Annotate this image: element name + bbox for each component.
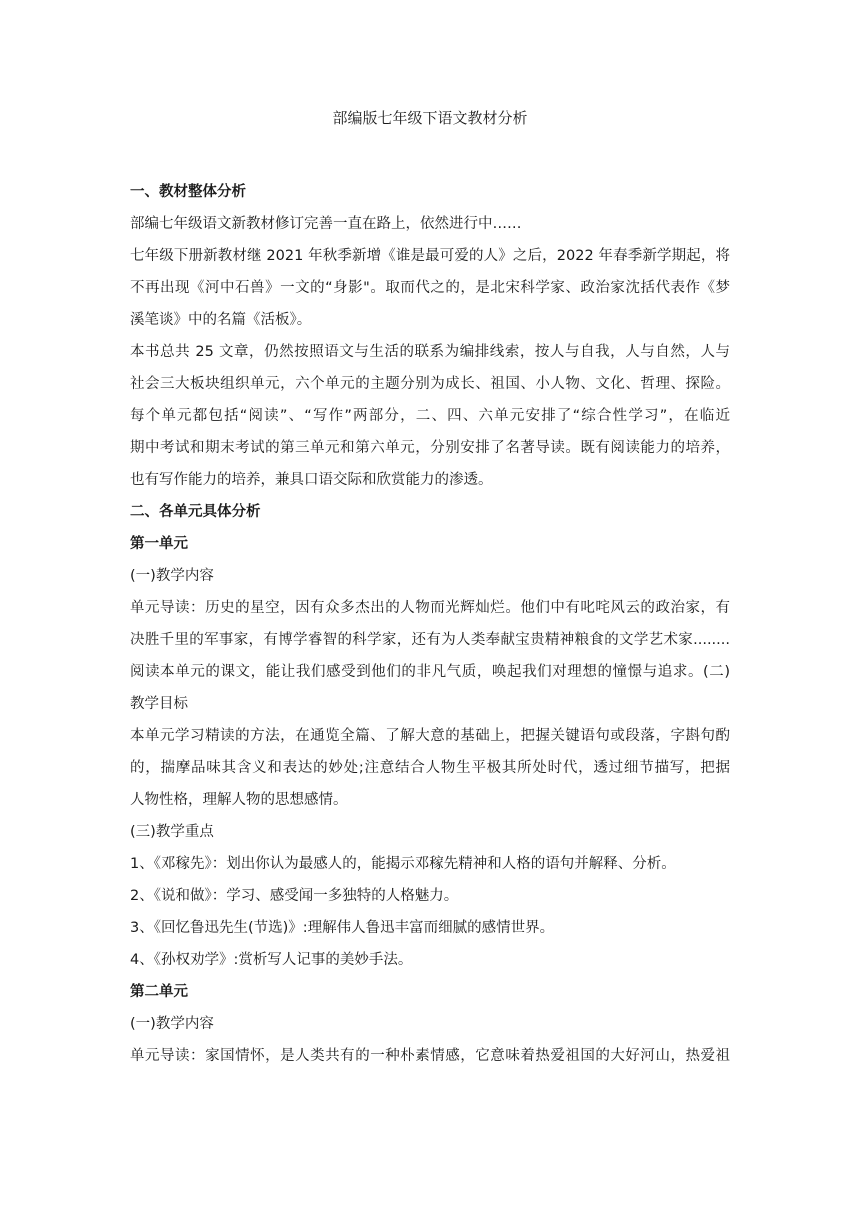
paragraph-line: 本书总共 25 文章，仍然按照语文与生活的联系为编排线索，按人与自我，人与自然，人与 (130, 344, 730, 360)
paragraph-line: 决胜千里的军事家，有博学睿智的科学家，还有为人类奉献宝贵精神粮食的文学艺术家........ (130, 632, 730, 648)
paragraph-line: 部编七年级语文新教材修订完善一直在路上，依然进行中…… (130, 216, 522, 232)
list-item: 2、《说和做》：学习、感受闻一多独特的人格魅力。 (130, 888, 459, 904)
paragraph-line: 单元导读：家国情怀，是人类共有的一种朴素情感，它意味着热爱祖国的大好河山，热爱祖 (130, 1048, 730, 1064)
heading-unit-two: 第二单元 (130, 984, 188, 1000)
paragraph-line: 每个单元都包括“阅读”、“写作”两部分，二、四、六单元安排了“综合性学习”，在临近 (130, 408, 730, 424)
document-body (130, 176, 730, 1072)
paragraph-line: 期中考试和期末考试的第三单元和第六单元，分别安排了名著导读。既有阅读能力的培养， (130, 440, 730, 456)
subheading-teaching-content: (一)教学内容 (130, 568, 214, 584)
paragraph-line: 教学目标 (130, 696, 188, 712)
document-title: 部编版七年级下语文教材分析 (332, 109, 528, 127)
heading-unit-one: 第一单元 (130, 536, 188, 552)
paragraph-line: 不再出现《河中石兽》一文的“身影"。取而代之的，是北宋科学家、政治家沈括代表作《梦 (130, 280, 730, 296)
heading-unit-analysis: 二、各单元具体分析 (130, 504, 261, 520)
list-item: 3、《回忆鲁迅先生(节选)》:理解伟人鲁迅丰富而细腻的感情世界。 (130, 920, 555, 936)
paragraph-line: 溪笔谈》中的名篇《活板》。 (130, 312, 312, 328)
paragraph-line: 单元导读：历史的星空，因有众多杰出的人物而光辉灿烂。他们中有叱咤风云的政治家，有 (130, 600, 730, 616)
paragraph-line: 的，揣摩品味其含义和表达的妙处;注意结合人物生平极其所处时代，透过细节描写，把据 (130, 760, 730, 776)
paragraph-line: 本单元学习精读的方法，在通览全篇、了解大意的基础上，把握关键语句或段落，字斟句酌 (130, 728, 730, 744)
paragraph-line: 人物性格，理解人物的思想感情。 (130, 792, 348, 808)
list-item: 4、《孙权劝学》:赏析写人记事的美妙手法。 (130, 952, 413, 968)
heading-overall-analysis: 一、教材整体分析 (130, 184, 246, 200)
list-item: 1、《邓稼先》：划出你认为最感人的，能揭示邓稼先精神和人格的语句并解释、分析。 (130, 856, 676, 872)
paragraph-line: 也有写作能力的培养，兼具口语交际和欣赏能力的渗透。 (130, 472, 493, 488)
paragraph-line: 社会三大板块组织单元，六个单元的主题分别为成长、祖国、小人物、文化、哲理、探险。 (130, 376, 730, 392)
subheading-teaching-content: (一)教学内容 (130, 1016, 214, 1032)
paragraph-line: 七年级下册新教材继 2021 年秋季新增《谁是最可爱的人》之后，2022 年春季新学期起，将 (130, 248, 730, 264)
subheading-teaching-focus: (三)教学重点 (130, 824, 214, 840)
paragraph-line: 阅读本单元的课文，能让我们感受到他们的非凡气质，唤起我们对理想的憧憬与追求。(二) (130, 664, 730, 680)
